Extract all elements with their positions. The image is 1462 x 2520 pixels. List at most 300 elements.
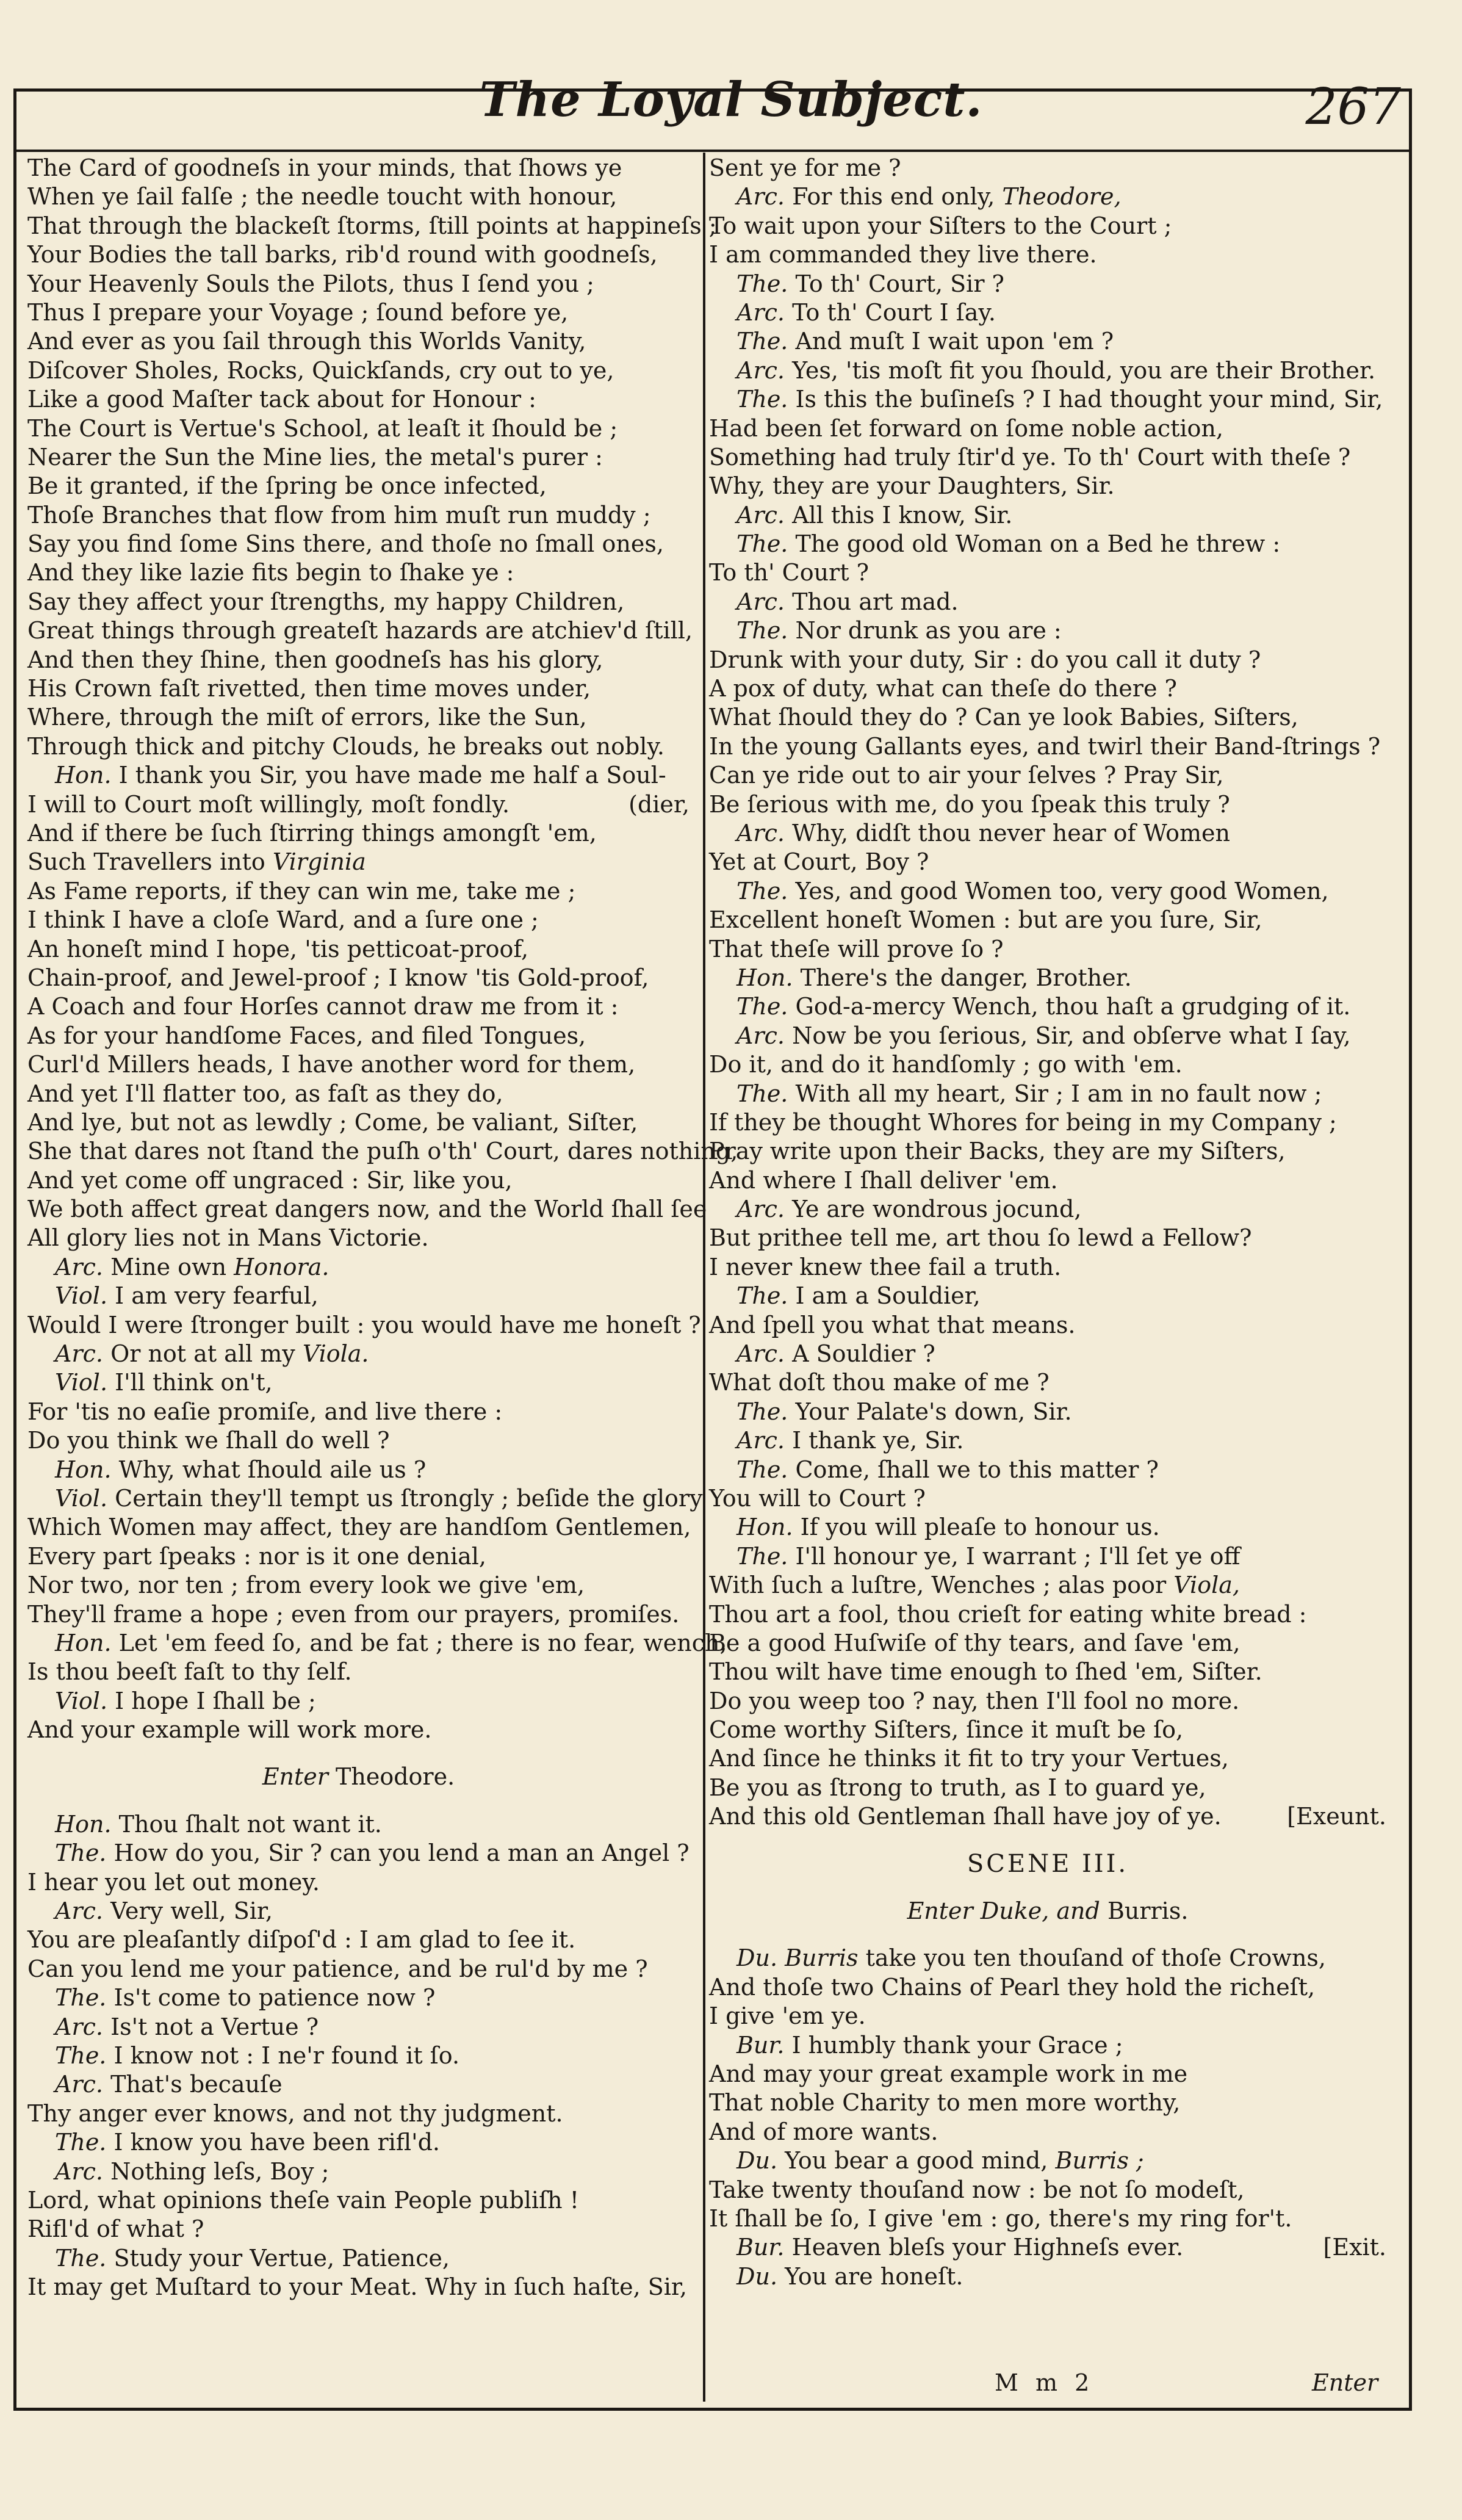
spacer — [27, 1792, 690, 1810]
line-text: Curl'd Millers heads, I have another word for them, — [27, 1051, 636, 1078]
text-line — [709, 1774, 1386, 1802]
text-line — [709, 1311, 1386, 1340]
line-text: Why, what ſhould aile us ? — [118, 1456, 427, 1483]
line-text: That theſe will prove ſo ? — [709, 935, 1004, 962]
line-text: I humbly thank your Grace ; — [791, 2031, 1123, 2059]
line-text: Now be you ſerious, Sir, and obſerve what I ſay, — [792, 1022, 1351, 1049]
line-text: Mine own — [110, 1253, 227, 1280]
text-line — [709, 616, 1386, 645]
speaker-name: The. — [736, 877, 788, 904]
line-text: Your Palate's down, Sir. — [795, 1398, 1072, 1425]
text-line — [27, 1398, 690, 1426]
text-line — [27, 616, 693, 645]
text-line — [709, 877, 1386, 906]
line-text: Do you weep too ? nay, then I'll fool no more. — [709, 1687, 1240, 1714]
line-text: Rifl'd of what ? — [27, 2215, 204, 2243]
text-line — [709, 1398, 1386, 1426]
italic-name: Theodore, — [1002, 183, 1122, 211]
line-text: Why, they are your Daughters, Sir. — [709, 472, 1115, 500]
text-line — [27, 182, 690, 211]
speaker-name: Viol. — [55, 1369, 108, 1396]
text-line — [709, 1513, 1386, 1542]
line-text: Would I were ſtronger built : you would have me honeſt ? — [27, 1311, 701, 1338]
line-text: If they be thought Whores for being in my Company ; — [709, 1108, 1337, 1136]
text-line — [709, 790, 1386, 819]
text-line — [709, 2176, 1386, 2204]
line-text: Thou art a fool, thou crieſt for eating white bread : — [709, 1600, 1307, 1628]
text-line — [27, 819, 690, 848]
speaker-name: Arc. — [736, 183, 785, 211]
text-line — [709, 298, 1386, 327]
text-line — [709, 270, 1386, 298]
text-line — [27, 154, 690, 182]
line-text: But prithee tell me, art thou ſo lewd a Fellow? — [709, 1224, 1252, 1252]
line-text: And may your great example work in me — [709, 2060, 1188, 2087]
text-line — [27, 1484, 703, 1513]
text-line — [27, 1513, 690, 1542]
text-line — [27, 1955, 690, 1984]
speaker-name: Arc. — [55, 1253, 103, 1280]
line-text: If you will pleaſe to honour us. — [800, 1514, 1160, 1541]
text-line — [27, 385, 690, 414]
line-text: And where I ſhall deliver 'em. — [709, 1166, 1058, 1194]
speaker-name: Arc. — [736, 356, 785, 384]
text-line — [709, 761, 1386, 790]
line-text: And yet I'll flatter too, as faſt as they do, — [27, 1080, 503, 1107]
line-text: Great things through greateſt hazards are atchiev'd ſtill, — [27, 617, 693, 644]
text-line — [709, 1080, 1386, 1108]
line-text: For this end only, — [792, 183, 995, 211]
text-line — [27, 761, 690, 790]
text-line — [709, 1050, 1386, 1079]
text-line — [709, 1687, 1386, 1716]
spacer — [709, 1879, 1386, 1897]
direction-italic: Enter — [262, 1763, 328, 1791]
line-text: That's becauſe — [110, 2071, 283, 2098]
line-text: Excellent honeſt Women : but are you ſure, Sir, — [709, 906, 1262, 934]
speaker-name: Viol. — [55, 1484, 108, 1512]
text-line — [27, 1108, 690, 1137]
signature-mark: M m 2 — [995, 2369, 1095, 2396]
line-text: Certain they'll tempt us ſtrongly ; beſide the glory — [115, 1484, 703, 1512]
line-text: Nothing leſs, Boy ; — [110, 2157, 329, 2185]
speaker-name: Du. — [736, 2262, 778, 2290]
speaker-name: The. — [736, 1542, 788, 1570]
line-text: I am commanded they live there. — [709, 241, 1097, 269]
line-text: Be ſerious with me, do you ſpeak this truly ? — [709, 790, 1230, 818]
right-aligned-note: [Exeunt. — [1287, 1803, 1386, 1830]
line-text: And then they ſhine, then goodneſs has his glory, — [27, 646, 603, 673]
speaker-name: Arc. — [736, 1196, 785, 1223]
line-text: There's the danger, Brother. — [800, 964, 1132, 991]
text-line — [27, 443, 690, 472]
text-line — [709, 1802, 1386, 1831]
speaker-name: Viol. — [55, 1687, 108, 1714]
text-line — [27, 674, 690, 703]
text-line — [27, 703, 690, 732]
line-text: Yes, 'tis moſt fit you ſhould, you are their Brother. — [792, 356, 1376, 384]
text-line — [27, 1080, 690, 1108]
line-text: Pray write upon their Backs, they are my Siſters, — [709, 1138, 1286, 1165]
speaker-name: Arc. — [736, 819, 785, 847]
line-text: Say they affect your ſtrengths, my happy Children, — [27, 588, 625, 615]
text-line — [709, 1108, 1386, 1137]
text-line — [27, 1137, 738, 1166]
catchword: Enter — [1312, 2369, 1378, 2396]
text-line — [709, 414, 1386, 443]
text-line — [27, 2128, 690, 2157]
text-line — [709, 356, 1386, 385]
line-text: A pox of duty, what can theſe do there ? — [709, 675, 1177, 702]
text-line — [27, 356, 690, 385]
text-line — [27, 1456, 690, 1484]
line-text: How do you, Sir ? can you lend a man an Angel ? — [113, 1839, 690, 1867]
line-text: I am a Souldier, — [795, 1282, 981, 1310]
text-line — [27, 1426, 690, 1455]
line-text: Be it granted, if the ſpring be once infected, — [27, 472, 547, 500]
text-line — [709, 501, 1386, 530]
line-text: That noble Charity to men more worthy, — [709, 2089, 1181, 2117]
page-number: 267 — [1305, 78, 1401, 136]
line-text: Thoſe Branches that flow from him muſt run muddy ; — [27, 501, 651, 529]
text-line — [709, 2089, 1386, 2117]
text-line — [27, 1050, 690, 1079]
scene-heading: SCENE III. — [967, 1849, 1129, 1878]
speaker-name: Arc. — [736, 588, 785, 615]
line-text: And yet come off ungraced : Sir, like you, — [27, 1166, 513, 1194]
line-text: And ſince he thinks it fit to try your Vertues, — [709, 1745, 1229, 1772]
text-line — [27, 992, 690, 1021]
line-text: Thou art mad. — [792, 588, 959, 615]
text-line — [27, 414, 690, 443]
text-line — [27, 732, 690, 761]
text-line — [709, 182, 1386, 211]
text-line — [27, 1600, 690, 1629]
speaker-name: Arc. — [55, 2157, 103, 2185]
speaker-name: The. — [736, 1080, 788, 1107]
line-text: To th' Court ? — [709, 559, 869, 587]
line-text: What doſt thou make of me ? — [709, 1369, 1050, 1396]
line-text: Which Women may affect, they are handſom Gentlemen, — [27, 1514, 691, 1541]
right-aligned-note: [Exit. — [1323, 2234, 1386, 2261]
text-line — [709, 1340, 1386, 1368]
line-text: And this old Gentleman ſhall have joy of ye. — [709, 1803, 1222, 1830]
text-line — [27, 530, 690, 558]
italic-name: Viola. — [302, 1340, 369, 1368]
text-line — [27, 1984, 690, 2012]
line-text: And ſpell you what that means. — [709, 1311, 1076, 1338]
line-text: Nearer the Sun the Mine lies, the metal's purer : — [27, 443, 603, 471]
text-line — [27, 588, 690, 616]
speaker-name: Hon. — [55, 1456, 112, 1483]
line-text: Let 'em feed ſo, and be fat ; there is no fear, wench, — [118, 1629, 727, 1656]
line-text: Sent ye for me ? — [709, 154, 901, 181]
text-line — [27, 1571, 690, 1600]
line-text: And if there be ſuch ſtirring things amongſt 'em, — [27, 819, 597, 847]
text-line — [27, 2244, 690, 2273]
line-text: And lye, but not as lewdly ; Come, be valiant, Siſter, — [27, 1108, 638, 1136]
line-text: With all my heart, Sir ; I am in no fault now ; — [795, 1080, 1322, 1107]
text-line — [27, 2215, 690, 2244]
line-text: You bear a good mind, — [785, 2147, 1048, 2175]
line-text: They'll frame a hope ; even from our prayers, promiſes. — [27, 1600, 680, 1628]
text-line — [27, 1022, 690, 1050]
text-line — [709, 1166, 1386, 1195]
line-text: I am very fearful, — [115, 1282, 319, 1310]
text-line — [27, 327, 690, 356]
speaker-name: The. — [736, 1398, 788, 1425]
text-line — [709, 1629, 1386, 1658]
line-text: Nor two, nor ten ; from every look we give 'em, — [27, 1572, 585, 1599]
speaker-name: Bur. — [736, 2234, 785, 2261]
text-line — [27, 1839, 690, 1868]
text-line — [27, 1224, 690, 1252]
speaker-name: The. — [736, 386, 788, 413]
line-text: In the young Gallants eyes, and twirl their Band-ſtrings ? — [709, 732, 1381, 760]
text-line — [709, 1195, 1386, 1224]
line-text: Study your Vertue, Patience, — [113, 2244, 450, 2272]
text-line — [709, 819, 1386, 848]
line-text: A Coach and four Horſes cannot draw me from it : — [27, 993, 619, 1020]
text-line — [709, 1282, 1386, 1310]
line-text: Thou wilt have time enough to ſhed 'em, Siſter. — [709, 1658, 1262, 1686]
right-column — [709, 154, 1386, 2291]
spacer — [709, 1832, 1386, 1850]
text-line — [27, 2186, 690, 2215]
line-text: I give 'em ye. — [709, 2002, 866, 2030]
line-text: It may get Muſtard to your Meat. Why in ſuch haſte, Sir, — [27, 2273, 687, 2301]
left-column — [27, 154, 738, 2302]
line-text: Why, didſt thou never hear of Women — [792, 819, 1230, 847]
spacer — [709, 1926, 1386, 1944]
line-text: Heaven bleſs your Highneſs ever. — [791, 2234, 1184, 2261]
text-line — [709, 2002, 1386, 2031]
line-text: Diſcover Sholes, Rocks, Quickſands, cry out to ye, — [27, 356, 614, 384]
speaker-name: Hon. — [736, 964, 793, 991]
text-line — [709, 2262, 1386, 2291]
direction-text: Burris. — [1107, 1897, 1189, 1925]
text-line — [709, 588, 1386, 616]
speaker-name: Arc. — [736, 298, 785, 326]
line-text: As Fame reports, if they can win me, take me ; — [27, 877, 576, 904]
text-line — [709, 1944, 1386, 1973]
line-text: And muſt I wait upon 'em ? — [795, 328, 1114, 355]
line-text: That through the blackeſt ſtorms, ſtill points at happineſs ; — [27, 212, 717, 239]
line-text: And they like lazie fits begin to ſhake ye : — [27, 559, 514, 587]
text-line — [709, 530, 1386, 558]
text-line — [27, 1868, 690, 1897]
text-line — [27, 848, 690, 876]
column-divider — [703, 153, 705, 2402]
line-text: Yet at Court, Boy ? — [709, 848, 929, 876]
text-line — [27, 906, 690, 934]
line-text: Yes, and good Women too, very good Women, — [795, 877, 1329, 904]
text-line — [27, 1716, 690, 1744]
line-text: Thou ſhalt not want it. — [118, 1810, 382, 1838]
text-line — [27, 270, 690, 298]
line-text: The Court is Vertue's School, at leaſt it ſhould be ; — [27, 414, 618, 442]
line-text: Is't come to patience now ? — [113, 1984, 436, 2012]
speaker-name: Du. — [736, 1944, 778, 1972]
line-text: Is't not a Vertue ? — [110, 2013, 319, 2040]
line-text: Can ye ride out to air your ſelves ? Pray Sir, — [709, 762, 1224, 789]
text-line — [709, 1137, 1386, 1166]
text-line — [709, 1368, 1386, 1397]
line-text: The good old Woman on a Bed he threw : — [795, 530, 1281, 558]
line-text: Be you as ſtrong to truth, as I to guard ye, — [709, 1774, 1206, 1801]
speaker-name: Arc. — [736, 1340, 785, 1368]
line-text: I thank ye, Sir. — [792, 1427, 964, 1454]
line-text: I know not : I ne'r found it ſo. — [113, 2042, 460, 2069]
line-text: Is this the buſineſs ? I had thought your mind, Sir, — [795, 386, 1383, 413]
speaker-name: The. — [55, 1839, 107, 1867]
line-text: Do you think we ſhall do well ? — [27, 1427, 390, 1454]
line-text: I know you have been rifl'd. — [113, 2129, 440, 2156]
text-line — [709, 240, 1386, 269]
line-text: Can you lend me your patience, and be rul'd by me ? — [27, 1955, 648, 1982]
speaker-name: The. — [55, 2129, 107, 2156]
speaker-name: Arc. — [736, 1427, 785, 1454]
line-text: And your example will work more. — [27, 1716, 432, 1744]
header-rule — [13, 150, 1412, 152]
text-line — [27, 2099, 690, 2128]
text-line — [709, 2233, 1386, 2262]
text-line — [709, 1426, 1386, 1455]
line-text: I think I have a cloſe Ward, and a ſure one ; — [27, 906, 539, 934]
text-line — [709, 1484, 1386, 1513]
text-line — [709, 1744, 1386, 1773]
line-text: I thank you Sir, you have made me half a Soul- — [118, 762, 666, 789]
speaker-name: Arc. — [55, 2013, 103, 2040]
text-line — [709, 2146, 1386, 2175]
stage-direction — [709, 1897, 1386, 1926]
text-line — [709, 154, 1386, 182]
speaker-name: The. — [736, 1456, 788, 1483]
speaker-name: The. — [736, 530, 788, 558]
speaker-name: Hon. — [736, 1514, 793, 1541]
line-text: You are honeſt. — [785, 2262, 963, 2290]
text-line — [27, 2273, 690, 2302]
text-line — [709, 1600, 1386, 1629]
text-line — [27, 2013, 690, 2042]
text-line — [709, 1224, 1386, 1252]
line-text: God-a-mercy Wench, thou haſt a grudging of it. — [795, 993, 1351, 1020]
speaker-name: The. — [736, 993, 788, 1020]
line-text: Such Travellers into — [27, 848, 265, 876]
line-text: When ye ſail falſe ; the needle toucht with honour, — [27, 183, 618, 211]
text-line — [27, 1926, 690, 1954]
text-line — [27, 935, 690, 964]
line-text: We both affect great dangers now, and the World ſhall ſee — [27, 1196, 707, 1223]
text-line — [709, 212, 1386, 240]
text-line — [709, 2031, 1386, 2060]
text-line — [709, 2060, 1386, 2089]
line-text: Or not at all my — [110, 1340, 295, 1368]
line-text: You will to Court ? — [709, 1484, 926, 1512]
line-text: Drunk with your duty, Sir : do you call it duty ? — [709, 646, 1261, 673]
text-line — [27, 2042, 690, 2070]
line-text: And thoſe two Chains of Pearl they hold the richeſt, — [709, 1973, 1316, 2001]
speaker-name: Arc. — [736, 1022, 785, 1049]
text-line — [27, 1166, 690, 1195]
text-line — [709, 1658, 1386, 1686]
text-line — [27, 1340, 690, 1368]
italic-name: Burris ; — [1055, 2147, 1144, 2175]
text-line — [709, 472, 1386, 500]
line-text: The Card of goodneſs in your minds, that ſhows ye — [27, 154, 622, 181]
line-text: Through thick and pitchy Clouds, he breaks out nobly. — [27, 732, 664, 760]
line-text: Every part ſpeaks : nor is it one denial, — [27, 1542, 487, 1570]
italic-name: Virginia — [272, 848, 366, 876]
speaker-name: Bur. — [736, 2031, 785, 2059]
line-text: To wait upon your Siſters to the Court ; — [709, 212, 1172, 239]
speaker-name: Arc. — [55, 2071, 103, 2098]
line-text: Your Bodies the tall barks, rib'd round with goodneſs, — [27, 241, 658, 269]
line-text: His Crown faſt rivetted, then time moves under, — [27, 675, 591, 702]
text-line — [709, 1542, 1386, 1571]
line-text: I never knew thee fail a truth. — [709, 1253, 1062, 1280]
text-line — [709, 558, 1386, 587]
line-text: Thus I prepare your Voyage ; ſound before ye, — [27, 298, 569, 326]
line-text: Thy anger ever knows, and not thy judgment. — [27, 2099, 563, 2127]
speaker-name: The. — [55, 2042, 107, 2069]
running-title: The Loyal Subject. — [479, 72, 983, 128]
line-text: Where, through the miſt of errors, like the Sun, — [27, 704, 587, 731]
line-text: Come worthy Siſters, ſince it muſt be ſo, — [709, 1716, 1184, 1744]
line-text: Say you find ſome Sins there, and thoſe no ſmall ones, — [27, 530, 664, 558]
direction-italic: Enter Duke, and — [907, 1897, 1100, 1925]
text-line — [27, 1629, 727, 1658]
text-line — [27, 1368, 690, 1397]
line-text: To th' Court I ſay. — [792, 298, 996, 326]
text-line — [27, 298, 690, 327]
line-text: And ever as you ſail through this Worlds Vanity, — [27, 328, 586, 355]
line-text: Ye are wondrous jocund, — [792, 1196, 1082, 1223]
text-line — [27, 646, 690, 674]
line-text: She that dares not ſtand the puſh o'th' Court, dares nothing, — [27, 1138, 738, 1165]
text-line — [709, 2118, 1386, 2146]
text-line — [709, 443, 1386, 472]
line-text: Be a good Huſwiſe of thy tears, and ſave 'em, — [709, 1629, 1241, 1656]
line-text: Come, ſhall we to this matter ? — [795, 1456, 1159, 1483]
line-text: I'll think on't, — [115, 1369, 273, 1396]
text-line — [709, 1253, 1386, 1282]
right-aligned-note: (dier, — [628, 790, 690, 818]
italic-name: Viola, — [1173, 1572, 1240, 1599]
line-text: Very well, Sir, — [110, 1897, 273, 1925]
text-line — [709, 2204, 1386, 2233]
line-text: You are pleaſantly diſpoſ'd : I am glad to ſee it. — [27, 1926, 576, 1954]
text-line — [27, 1195, 707, 1224]
line-text: As for your handſome Faces, and filed Tongues, — [27, 1022, 586, 1049]
line-text: And of more wants. — [709, 2118, 938, 2145]
line-text: Take twenty thouſand now : be not ſo modeſt, — [709, 2176, 1245, 2203]
text-line — [709, 674, 1386, 703]
line-text: Had been ſet forward on ſome noble action, — [709, 414, 1223, 442]
text-line — [709, 1973, 1386, 2002]
text-line — [27, 1687, 690, 1716]
line-text: A Souldier ? — [792, 1340, 935, 1368]
text-line — [709, 732, 1386, 761]
spacer — [27, 1744, 690, 1763]
line-text: An honeſt mind I hope, 'tis petticoat-proof, — [27, 935, 529, 962]
text-line — [709, 327, 1386, 356]
line-text: It ſhall be ſo, I give 'em : go, there's my ring for't. — [709, 2204, 1292, 2232]
text-line — [27, 1897, 690, 1926]
text-line — [709, 1456, 1386, 1484]
direction-text: Theodore. — [336, 1763, 455, 1791]
speaker-name: Arc. — [55, 1340, 103, 1368]
